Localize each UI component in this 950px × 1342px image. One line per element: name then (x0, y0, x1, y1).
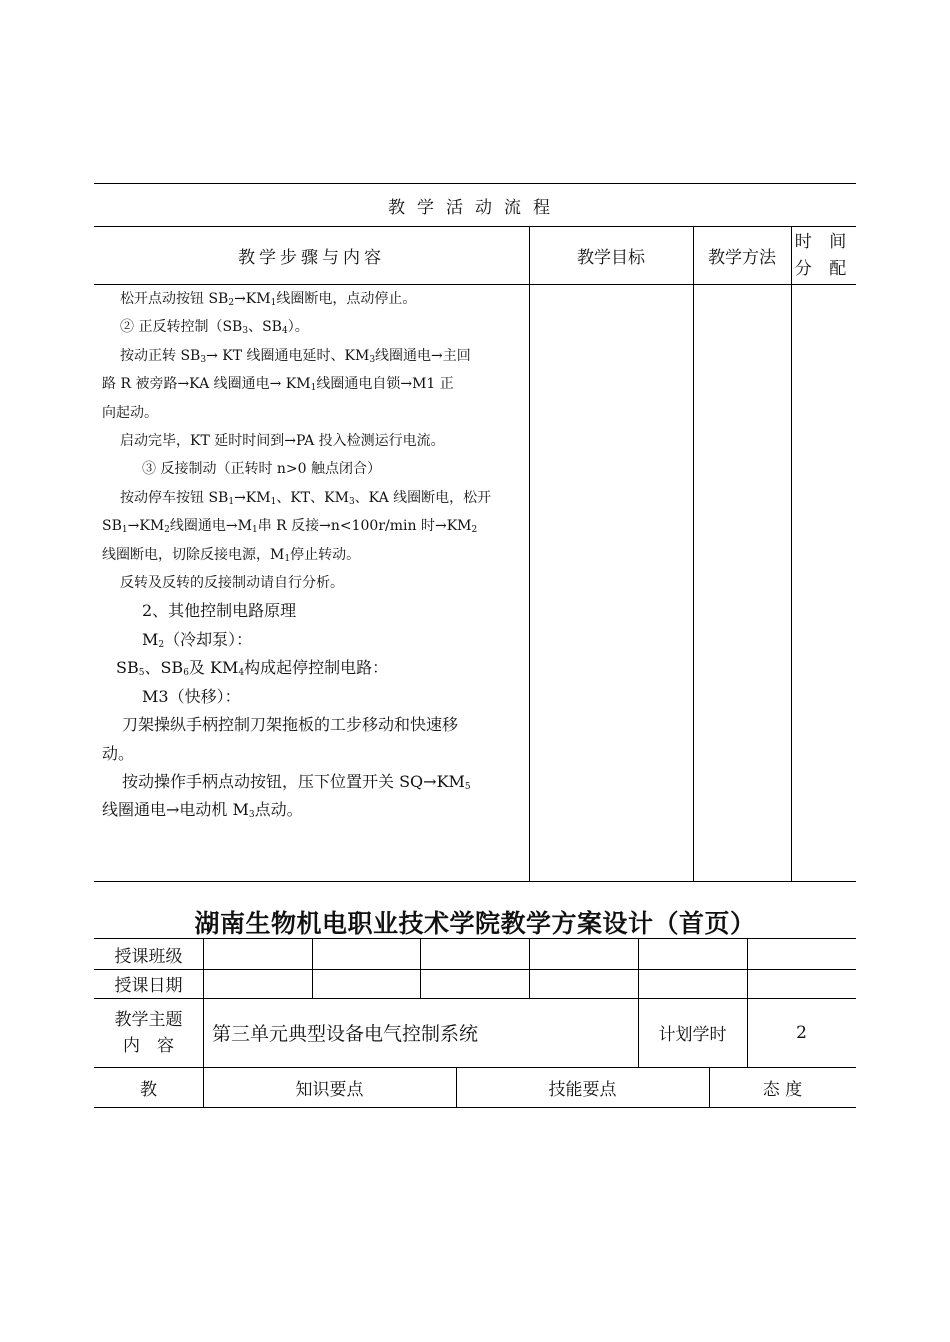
column-divider (747, 939, 748, 998)
content-line: 线圈断电，切除反接电源，$M_1$停止转动。 (102, 546, 361, 564)
planned-hours-label: 计划学时 (658, 1025, 727, 1045)
content-line: 路 R 被旁路→KA 线圈通电→ $KM_1$线圈通电自锁→M1 正 (102, 376, 454, 394)
content-line: 动。 (102, 743, 135, 763)
time-header-line2: 分 配 (794, 258, 853, 279)
date-label: 授课日期 (114, 976, 183, 996)
steps-content (102, 285, 522, 825)
column-header-method: 教学方法 (708, 248, 776, 268)
content-line: M3（快移）： (142, 686, 241, 706)
column-divider (791, 226, 792, 881)
content-line: $SB_1\to KM_2$线圈通电$\to M_1$串 R 反接→n<100r/min 时$\to KM_2$ (102, 518, 478, 536)
page-title: 湖南生物机电职业技术学院教学方案设计（首页） (194, 909, 756, 938)
column-header-steps: 教学步骤与内容 (238, 248, 385, 268)
content-line: 向起动。 (102, 404, 158, 421)
topic-label: 教学主题 内 容 (114, 1009, 183, 1056)
content-line: 按动停车按钮 $SB_1\to KM_1$、KT、$KM_3$、KA 线圈断电，松开 (120, 489, 492, 507)
content-line: $M_2$（冷却泵）： (142, 629, 253, 650)
content-line: 按动正转 $SB_3\to$ KT 线圈通电延时、$KM_3$线圈通电→主回 (120, 347, 471, 365)
time-header-line1: 时 间 (794, 231, 853, 252)
column-divider (312, 939, 313, 998)
content-line: 2、其他控制电路原理 (142, 601, 297, 621)
teaching-activity-table (94, 183, 856, 882)
column-header-time (791, 227, 856, 284)
column-divider (529, 939, 530, 998)
column-header-goal: 教学目标 (577, 248, 645, 268)
class-label: 授课班级 (114, 946, 183, 967)
column-divider (693, 226, 694, 881)
content-line: 反转及反转的反接制动请自行分析。 (120, 575, 344, 592)
column-divider (203, 939, 204, 998)
content-line: 线圈通电→电动机 $M_3$点动。 (102, 800, 303, 821)
knowledge-label: 知识要点 (295, 1079, 364, 1100)
column-divider (638, 939, 639, 998)
content-line: 按动操作手柄点动按钮，压下位置开关 $SQ\to KM_5$ (122, 771, 471, 792)
content-line: $SB_5$、$SB_6$及 $KM_4$构成起停控制电路： (116, 658, 389, 679)
skill-label: 技能要点 (548, 1079, 617, 1100)
attitude-label: 态 度 (762, 1079, 803, 1100)
teaching-plan-table (94, 938, 856, 1108)
topic-value: 第三单元典型设备电气控制系统 (212, 1023, 479, 1045)
column-divider (420, 939, 421, 998)
row-divider (94, 969, 856, 970)
activity-table-header: 教学活动流程 (94, 184, 856, 227)
content-line: ③ 反接制动（正转时 n>0 触点闭合） (142, 461, 382, 478)
content-line: 启动完毕，KT 延时时间到→PA 投入检测运行电流。 (120, 433, 445, 450)
planned-hours-value: 2 (796, 1022, 807, 1043)
content-line: ② 正反转控制（$SB_3$、$SB_4$）。 (120, 319, 309, 337)
column-divider (529, 226, 530, 881)
column-divider (203, 998, 204, 1067)
content-line: 松开点动按钮 $SB_2\to KM_1$线圈断电，点动停止。 (120, 291, 417, 308)
content-line: 刀架操纵手柄控制刀架拖板的工步移动和快速移 (122, 715, 459, 735)
row4-label: 教 (140, 1079, 157, 1100)
